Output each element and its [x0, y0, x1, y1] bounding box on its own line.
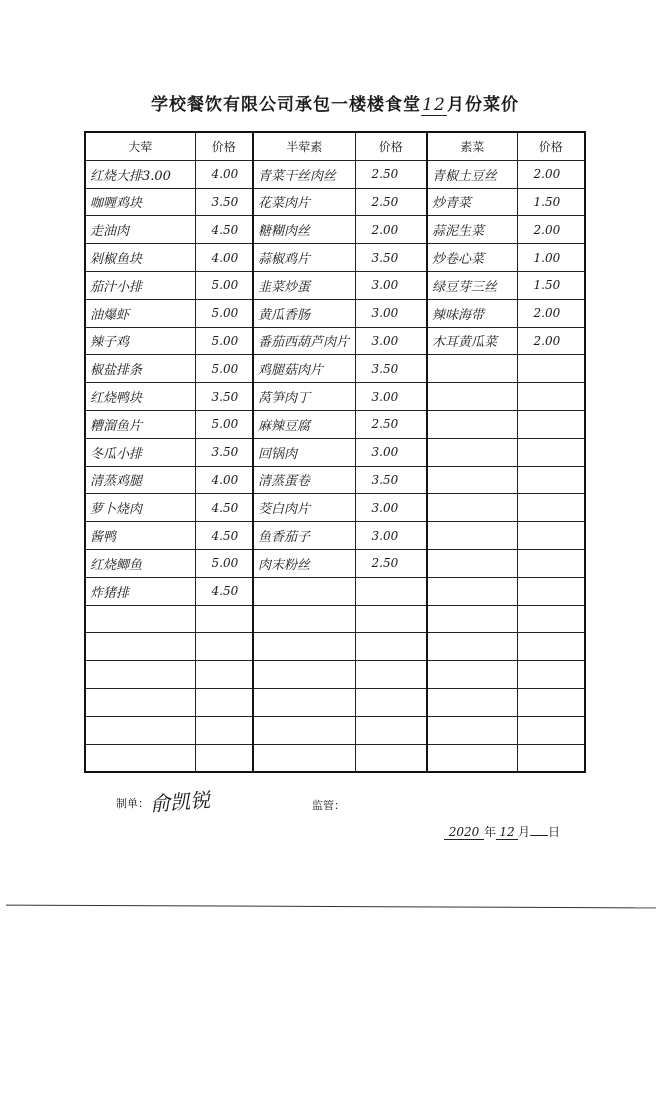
meat-dish-cell: 椒盐排条 [85, 355, 195, 383]
meat-price-cell: 3.50 [195, 188, 253, 216]
meat-dish-cell: 剁椒鱼块 [85, 244, 195, 272]
vegetable-dish-cell: 炒卷心菜 [427, 244, 517, 272]
preparer-label: 制单： [116, 797, 149, 810]
half-meat-price-cell: 2.50 [355, 549, 427, 577]
meat-price-cell [195, 605, 253, 633]
vegetable-price-cell [517, 466, 585, 494]
table-row [85, 188, 585, 216]
meat-price-cell: 3.50 [195, 438, 253, 466]
half-meat-price-cell: 3.00 [355, 522, 427, 550]
meat-dish-cell: 茄汁小排 [85, 271, 195, 299]
half-meat-price-cell: 2.50 [355, 188, 427, 216]
table-header-row [85, 132, 585, 160]
header-vegetable: 素菜 [427, 132, 517, 160]
half-meat-price-cell: 3.00 [355, 494, 427, 522]
half-meat-price-cell: 2.50 [355, 160, 427, 188]
half-meat-price-cell: 3.50 [355, 355, 427, 383]
table-row [85, 522, 585, 550]
half-meat-dish-cell: 花菜肉片 [253, 188, 355, 216]
vegetable-dish-cell [427, 383, 517, 411]
bottom-rule [6, 905, 656, 909]
half-meat-dish-cell [253, 605, 355, 633]
vegetable-dish-cell [427, 522, 517, 550]
meat-price-cell: 5.00 [195, 271, 253, 299]
vegetable-dish-cell [427, 688, 517, 716]
table-row [85, 744, 585, 772]
half-meat-dish-cell [253, 633, 355, 661]
half-meat-dish-cell [253, 577, 355, 605]
vegetable-dish-cell: 绿豆芽三丝 [427, 271, 517, 299]
half-meat-dish-cell: 麻辣豆腐 [253, 410, 355, 438]
meat-price-cell: 4.50 [195, 494, 253, 522]
table-row [85, 605, 585, 633]
vegetable-dish-cell [427, 633, 517, 661]
vegetable-dish-cell [427, 577, 517, 605]
meat-dish-cell: 炸猪排 [85, 577, 195, 605]
title-prefix: 学校餐饮有限公司承包一楼楼食堂 [151, 95, 421, 115]
vegetable-price-cell [517, 355, 585, 383]
vegetable-price-cell: 1.00 [517, 244, 585, 272]
table-row [85, 633, 585, 661]
table-row [85, 216, 585, 244]
table-row [85, 327, 585, 355]
table-row [85, 438, 585, 466]
meat-price-cell [195, 716, 253, 744]
table-row [85, 410, 585, 438]
vegetable-price-cell [517, 549, 585, 577]
vegetable-dish-cell [427, 355, 517, 383]
vegetable-price-cell [517, 716, 585, 744]
meat-dish-cell: 咖喱鸡块 [85, 188, 195, 216]
table-row [85, 244, 585, 272]
meat-dish-cell: 红烧大排3.00 [85, 160, 195, 188]
meat-price-cell: 4.50 [195, 577, 253, 605]
vegetable-dish-cell [427, 744, 517, 772]
meat-price-cell: 4.00 [195, 466, 253, 494]
half-meat-dish-cell: 肉末粉丝 [253, 549, 355, 577]
vegetable-price-cell [517, 688, 585, 716]
header-meat: 大荤 [85, 132, 195, 160]
half-meat-price-cell [355, 744, 427, 772]
vegetable-price-cell: 2.00 [517, 327, 585, 355]
vegetable-dish-cell: 蒜泥生菜 [427, 216, 517, 244]
half-meat-dish-cell: 回锅肉 [253, 438, 355, 466]
date-day [530, 823, 548, 836]
meat-dish-cell [85, 688, 195, 716]
table-row [85, 577, 585, 605]
meat-price-cell: 5.00 [195, 549, 253, 577]
half-meat-price-cell: 2.50 [355, 410, 427, 438]
half-meat-price-cell [355, 661, 427, 689]
meat-dish-cell: 辣子鸡 [85, 327, 195, 355]
vegetable-price-cell: 1.50 [517, 271, 585, 299]
date-line [444, 823, 560, 840]
half-meat-price-cell: 3.50 [355, 244, 427, 272]
half-meat-price-cell: 3.00 [355, 438, 427, 466]
half-meat-dish-cell: 莴笋肉丁 [253, 383, 355, 411]
vegetable-dish-cell: 青椒土豆丝 [427, 160, 517, 188]
half-meat-dish-cell: 清蒸蛋卷 [253, 466, 355, 494]
meat-dish-cell: 红烧鲫鱼 [85, 549, 195, 577]
table-body [85, 160, 585, 772]
meat-dish-cell [85, 744, 195, 772]
half-meat-dish-cell: 鱼香茄子 [253, 522, 355, 550]
meat-price-cell: 4.00 [195, 244, 253, 272]
meat-dish-cell: 冬瓜小排 [85, 438, 195, 466]
meat-price-cell: 4.00 [195, 160, 253, 188]
half-meat-dish-cell: 韭菜炒蛋 [253, 271, 355, 299]
title-suffix: 月份菜价 [447, 95, 519, 115]
table-row [85, 383, 585, 411]
preparer-signature: 俞凯锐 [149, 787, 211, 817]
vegetable-price-cell: 2.00 [517, 299, 585, 327]
supervisor-label: 监管： [312, 799, 345, 812]
meat-price-cell: 3.50 [195, 383, 253, 411]
vegetable-price-cell: 2.00 [517, 160, 585, 188]
half-meat-price-cell [355, 688, 427, 716]
date-year-label: 年 [484, 825, 497, 839]
table-row [85, 549, 585, 577]
vegetable-dish-cell [427, 438, 517, 466]
vegetable-dish-cell: 炒青菜 [427, 188, 517, 216]
half-meat-price-cell: 3.00 [355, 299, 427, 327]
date-month: 12 [496, 825, 518, 840]
date-month-label: 月 [518, 825, 531, 839]
half-meat-price-cell [355, 716, 427, 744]
vegetable-dish-cell [427, 494, 517, 522]
meat-price-cell: 5.00 [195, 327, 253, 355]
meat-price-cell [195, 744, 253, 772]
half-meat-price-cell: 3.00 [355, 383, 427, 411]
meat-price-cell [195, 661, 253, 689]
meat-dish-cell: 红烧鸭块 [85, 383, 195, 411]
vegetable-price-cell [517, 522, 585, 550]
vegetable-price-cell [517, 661, 585, 689]
meat-price-cell [195, 688, 253, 716]
meat-price-cell: 5.00 [195, 355, 253, 383]
vegetable-price-cell [517, 410, 585, 438]
vegetable-dish-cell [427, 549, 517, 577]
vegetable-price-cell [517, 633, 585, 661]
table-row [85, 688, 585, 716]
vegetable-dish-cell [427, 716, 517, 744]
header-vegetable-price: 价格 [517, 132, 585, 160]
page-title [0, 90, 670, 116]
half-meat-dish-cell: 茭白肉片 [253, 494, 355, 522]
table-row [85, 494, 585, 522]
half-meat-dish-cell: 蒜椒鸡片 [253, 244, 355, 272]
half-meat-dish-cell [253, 716, 355, 744]
half-meat-price-cell: 3.50 [355, 466, 427, 494]
vegetable-price-cell: 2.00 [517, 216, 585, 244]
half-meat-dish-cell [253, 688, 355, 716]
half-meat-dish-cell: 青菜干丝肉丝 [253, 160, 355, 188]
meat-dish-cell [85, 661, 195, 689]
header-half-meat-price: 价格 [355, 132, 427, 160]
half-meat-dish-cell [253, 744, 355, 772]
meat-price-cell: 4.50 [195, 522, 253, 550]
meat-price-cell: 4.50 [195, 216, 253, 244]
half-meat-price-cell: 3.00 [355, 327, 427, 355]
vegetable-dish-cell [427, 410, 517, 438]
table-row [85, 271, 585, 299]
meat-dish-cell: 清蒸鸡腿 [85, 466, 195, 494]
vegetable-dish-cell [427, 466, 517, 494]
table-row [85, 716, 585, 744]
table-row [85, 299, 585, 327]
meat-dish-cell: 酱鸭 [85, 522, 195, 550]
meat-dish-cell [85, 716, 195, 744]
vegetable-price-cell [517, 577, 585, 605]
meat-dish-cell: 糟溜鱼片 [85, 410, 195, 438]
title-month: 12 [422, 95, 446, 115]
table-row [85, 160, 585, 188]
half-meat-price-cell: 2.00 [355, 216, 427, 244]
half-meat-price-cell [355, 577, 427, 605]
vegetable-dish-cell [427, 605, 517, 633]
vegetable-dish-cell: 辣味海带 [427, 299, 517, 327]
vegetable-price-cell [517, 438, 585, 466]
vegetable-price-cell [517, 605, 585, 633]
meat-dish-cell: 萝卜烧肉 [85, 494, 195, 522]
header-meat-price: 价格 [195, 132, 253, 160]
vegetable-price-cell [517, 744, 585, 772]
meat-price-cell [195, 633, 253, 661]
table-row [85, 466, 585, 494]
vegetable-price-cell [517, 494, 585, 522]
half-meat-dish-cell: 黄瓜香肠 [253, 299, 355, 327]
half-meat-price-cell [355, 605, 427, 633]
meat-price-cell: 5.00 [195, 299, 253, 327]
meat-price-cell: 5.00 [195, 410, 253, 438]
vegetable-dish-cell [427, 661, 517, 689]
date-year: 2020 [444, 825, 484, 840]
meat-dish-cell [85, 605, 195, 633]
header-half-meat: 半荤素 [253, 132, 355, 160]
table-row [85, 355, 585, 383]
half-meat-dish-cell: 鸡腿菇肉片 [253, 355, 355, 383]
meat-dish-cell [85, 633, 195, 661]
date-day-label: 日 [548, 825, 561, 839]
vegetable-price-cell: 1.50 [517, 188, 585, 216]
half-meat-price-cell [355, 633, 427, 661]
half-meat-dish-cell: 糖糊肉丝 [253, 216, 355, 244]
meat-dish-cell: 走油肉 [85, 216, 195, 244]
price-table [84, 131, 586, 773]
half-meat-price-cell: 3.00 [355, 271, 427, 299]
half-meat-dish-cell: 番茄西葫芦肉片 [253, 327, 355, 355]
table-row [85, 661, 585, 689]
vegetable-dish-cell: 木耳黄瓜菜 [427, 327, 517, 355]
meat-dish-cell: 油爆虾 [85, 299, 195, 327]
vegetable-price-cell [517, 383, 585, 411]
half-meat-dish-cell [253, 661, 355, 689]
